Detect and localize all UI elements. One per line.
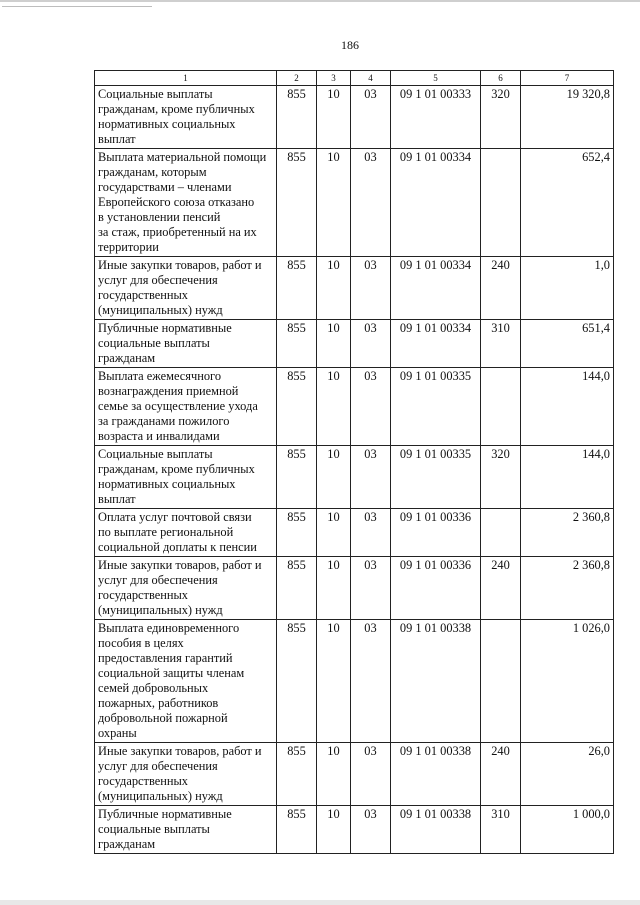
subsection-code-cell: 03 xyxy=(351,446,391,509)
expense-name-line: гражданам, кроме публичных xyxy=(98,102,255,116)
expense-name-cell xyxy=(95,557,277,620)
expense-type-cell: 240 xyxy=(481,557,521,620)
expense-name-line: семей добровольных xyxy=(98,681,209,695)
table-row xyxy=(95,620,614,743)
expense-name-line: гражданам xyxy=(98,351,156,365)
expense-name-line: государственных xyxy=(98,588,189,602)
target-article-cell: 09 1 01 00338 xyxy=(391,743,481,806)
amount-cell: 2 360,8 xyxy=(521,557,614,620)
section-code-cell: 10 xyxy=(317,557,351,620)
expense-name-line: Оплата услуг почтовой связи xyxy=(98,510,252,524)
amount-cell: 144,0 xyxy=(521,446,614,509)
target-article-cell: 09 1 01 00334 xyxy=(391,257,481,320)
subsection-code-cell: 03 xyxy=(351,149,391,257)
target-article-cell: 09 1 01 00334 xyxy=(391,149,481,257)
expense-type-cell xyxy=(481,509,521,557)
expense-name-line: Публичные нормативные xyxy=(98,321,232,335)
expense-name-line: добровольной пожарной xyxy=(98,711,228,725)
column-header-1: 1 xyxy=(95,71,277,86)
expense-name-line: охраны xyxy=(98,726,137,740)
expense-name-line: Иные закупки товаров, работ и xyxy=(98,558,262,572)
page-number: 186 xyxy=(341,38,359,52)
expense-name-line: гражданам xyxy=(98,837,156,851)
section-code-cell: 10 xyxy=(317,320,351,368)
target-article-cell: 09 1 01 00336 xyxy=(391,557,481,620)
budget-table xyxy=(94,70,614,854)
target-article-cell: 09 1 01 00338 xyxy=(391,620,481,743)
section-code-cell: 10 xyxy=(317,86,351,149)
expense-name-cell xyxy=(95,257,277,320)
table-row xyxy=(95,743,614,806)
subsection-code-cell: 03 xyxy=(351,743,391,806)
expense-name-line: предоставления гарантий xyxy=(98,651,233,665)
expense-name-line: семье за осуществление ухода xyxy=(98,399,258,413)
target-article-cell: 09 1 01 00335 xyxy=(391,368,481,446)
expense-name-line: социальной доплаты к пенсии xyxy=(98,540,257,554)
section-code-cell: 10 xyxy=(317,257,351,320)
expense-name-line: (муниципальных) нужд xyxy=(98,789,223,803)
section-code-cell: 10 xyxy=(317,149,351,257)
expense-name-cell xyxy=(95,509,277,557)
subsection-code-cell: 03 xyxy=(351,509,391,557)
expense-name-cell xyxy=(95,368,277,446)
table-row xyxy=(95,557,614,620)
expense-name-line: вознаграждения приемной xyxy=(98,384,239,398)
expense-name-line: Выплата материальной помощи xyxy=(98,150,267,164)
table-row xyxy=(95,368,614,446)
section-code-cell: 10 xyxy=(317,806,351,854)
ministry-code-cell: 855 xyxy=(277,743,317,806)
expense-type-cell xyxy=(481,620,521,743)
expense-name-line: за гражданами пожилого xyxy=(98,414,230,428)
table-row xyxy=(95,257,614,320)
expense-name-line: государствами – членами xyxy=(98,180,232,194)
table-row xyxy=(95,806,614,854)
expense-type-cell: 320 xyxy=(481,86,521,149)
subsection-code-cell: 03 xyxy=(351,806,391,854)
subsection-code-cell: 03 xyxy=(351,557,391,620)
ministry-code-cell: 855 xyxy=(277,620,317,743)
expense-name-line: социальные выплаты xyxy=(98,822,210,836)
expense-type-cell xyxy=(481,149,521,257)
column-header-7: 7 xyxy=(521,71,614,86)
expense-name-cell xyxy=(95,86,277,149)
ministry-code-cell: 855 xyxy=(277,86,317,149)
column-header-4: 4 xyxy=(351,71,391,86)
section-code-cell: 10 xyxy=(317,446,351,509)
column-number-row xyxy=(95,71,614,86)
expense-name-line: территории xyxy=(98,240,159,254)
column-header-5: 5 xyxy=(391,71,481,86)
ministry-code-cell: 855 xyxy=(277,446,317,509)
scan-mark xyxy=(2,6,152,7)
ministry-code-cell: 855 xyxy=(277,557,317,620)
amount-cell: 144,0 xyxy=(521,368,614,446)
expense-name-line: государственных xyxy=(98,774,189,788)
ministry-code-cell: 855 xyxy=(277,806,317,854)
expense-name-line: выплат xyxy=(98,492,136,506)
expense-name-line: возраста и инвалидами xyxy=(98,429,220,443)
expense-name-cell xyxy=(95,743,277,806)
scan-edge-bottom xyxy=(0,900,640,905)
expense-name-line: Социальные выплаты xyxy=(98,87,213,101)
section-code-cell: 10 xyxy=(317,620,351,743)
expense-type-cell: 240 xyxy=(481,257,521,320)
expense-name-line: гражданам, кроме публичных xyxy=(98,462,255,476)
target-article-cell: 09 1 01 00334 xyxy=(391,320,481,368)
expense-name-line: за стаж, приобретенный на их xyxy=(98,225,257,239)
expense-name-line: Социальные выплаты xyxy=(98,447,213,461)
section-code-cell: 10 xyxy=(317,509,351,557)
table-row xyxy=(95,86,614,149)
expense-name-line: Публичные нормативные xyxy=(98,807,232,821)
expense-name-line: выплат xyxy=(98,132,136,146)
expense-name-cell xyxy=(95,320,277,368)
section-code-cell: 10 xyxy=(317,368,351,446)
amount-cell: 19 320,8 xyxy=(521,86,614,149)
subsection-code-cell: 03 xyxy=(351,86,391,149)
expense-name-line: социальной защиты членам xyxy=(98,666,245,680)
expense-name-cell xyxy=(95,806,277,854)
column-header-3: 3 xyxy=(317,71,351,86)
table-row xyxy=(95,509,614,557)
expense-name-line: Иные закупки товаров, работ и xyxy=(98,258,262,272)
expense-name-line: нормативных социальных xyxy=(98,117,236,131)
target-article-cell: 09 1 01 00333 xyxy=(391,86,481,149)
table-row xyxy=(95,320,614,368)
expense-name-line: нормативных социальных xyxy=(98,477,236,491)
amount-cell: 1,0 xyxy=(521,257,614,320)
amount-cell: 1 026,0 xyxy=(521,620,614,743)
expense-name-line: пожарных, работников xyxy=(98,696,219,710)
amount-cell: 1 000,0 xyxy=(521,806,614,854)
amount-cell: 2 360,8 xyxy=(521,509,614,557)
column-header-2: 2 xyxy=(277,71,317,86)
expense-type-cell xyxy=(481,368,521,446)
expense-name-cell xyxy=(95,149,277,257)
expense-name-line: услуг для обеспечения xyxy=(98,273,218,287)
expense-name-line: по выплате региональной xyxy=(98,525,234,539)
expense-name-line: гражданам, которым xyxy=(98,165,207,179)
ministry-code-cell: 855 xyxy=(277,320,317,368)
target-article-cell: 09 1 01 00338 xyxy=(391,806,481,854)
expense-name-line: в установлении пенсий xyxy=(98,210,221,224)
expense-name-line: Иные закупки товаров, работ и xyxy=(98,744,262,758)
expense-name-line: Европейского союза отказано xyxy=(98,195,255,209)
expense-name-line: Выплата ежемесячного xyxy=(98,369,222,383)
ministry-code-cell: 855 xyxy=(277,509,317,557)
subsection-code-cell: 03 xyxy=(351,320,391,368)
table-row xyxy=(95,149,614,257)
expense-type-cell: 310 xyxy=(481,806,521,854)
column-header-6: 6 xyxy=(481,71,521,86)
expense-type-cell: 320 xyxy=(481,446,521,509)
expense-name-line: государственных xyxy=(98,288,189,302)
table-row xyxy=(95,446,614,509)
ministry-code-cell: 855 xyxy=(277,149,317,257)
expense-type-cell: 310 xyxy=(481,320,521,368)
section-code-cell: 10 xyxy=(317,743,351,806)
expense-name-line: пособия в целях xyxy=(98,636,184,650)
expense-name-line: услуг для обеспечения xyxy=(98,573,218,587)
amount-cell: 26,0 xyxy=(521,743,614,806)
expense-name-line: (муниципальных) нужд xyxy=(98,603,223,617)
table-body xyxy=(95,86,614,854)
subsection-code-cell: 03 xyxy=(351,620,391,743)
expense-name-line: социальные выплаты xyxy=(98,336,210,350)
subsection-code-cell: 03 xyxy=(351,368,391,446)
ministry-code-cell: 855 xyxy=(277,368,317,446)
amount-cell: 651,4 xyxy=(521,320,614,368)
expense-name-line: услуг для обеспечения xyxy=(98,759,218,773)
expense-name-line: Выплата единовременного xyxy=(98,621,240,635)
target-article-cell: 09 1 01 00335 xyxy=(391,446,481,509)
expense-type-cell: 240 xyxy=(481,743,521,806)
expense-name-line: (муниципальных) нужд xyxy=(98,303,223,317)
subsection-code-cell: 03 xyxy=(351,257,391,320)
expense-name-cell xyxy=(95,620,277,743)
scan-edge-top xyxy=(0,0,640,2)
ministry-code-cell: 855 xyxy=(277,257,317,320)
expense-name-cell xyxy=(95,446,277,509)
target-article-cell: 09 1 01 00336 xyxy=(391,509,481,557)
amount-cell: 652,4 xyxy=(521,149,614,257)
